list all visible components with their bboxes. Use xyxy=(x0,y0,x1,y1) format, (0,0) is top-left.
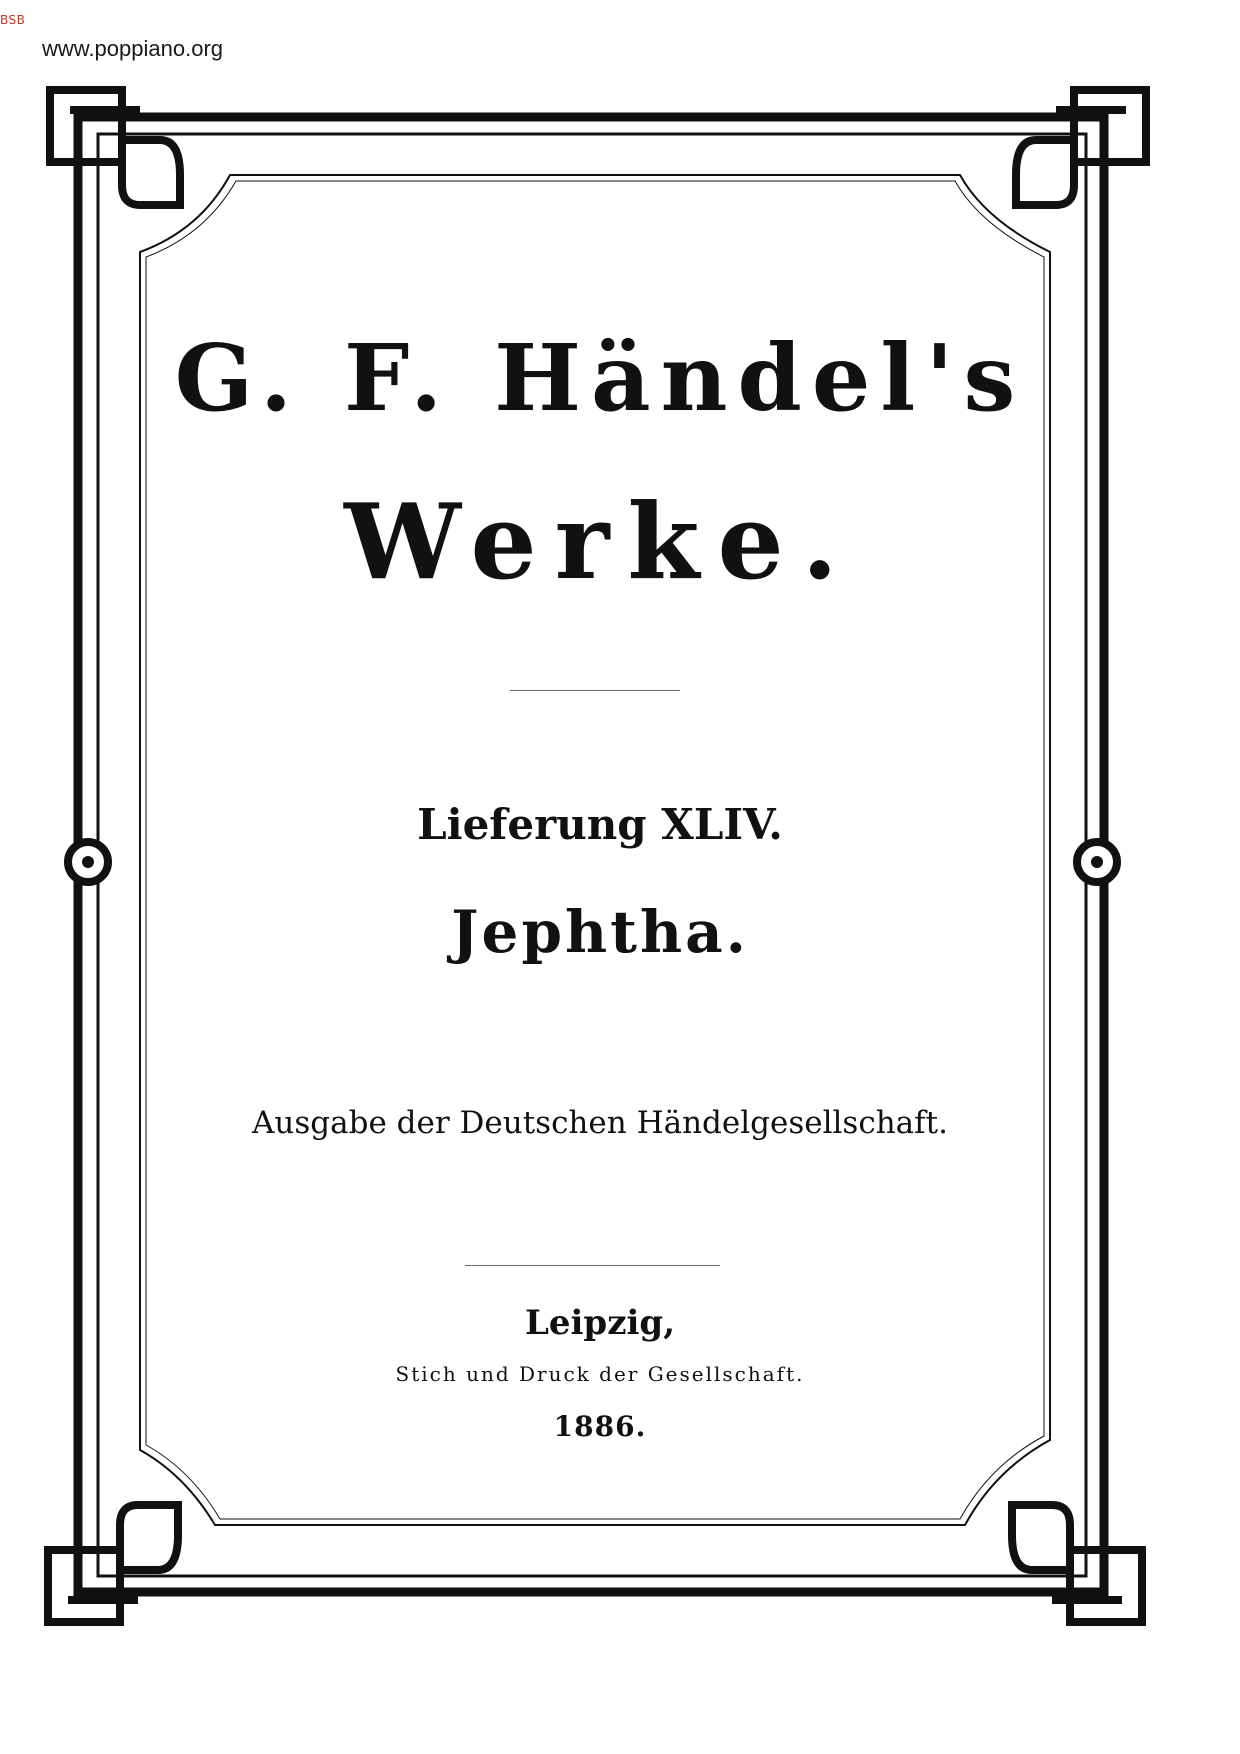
divider-bottom xyxy=(465,1265,720,1266)
corner-knot-bottom-right xyxy=(1012,1505,1142,1622)
works-title: Werke. xyxy=(344,480,856,603)
work-title: Jephtha. xyxy=(451,898,749,966)
edition-line: Ausgabe der Deutschen Händelgesellschaft. xyxy=(252,1105,948,1141)
corner-knot-top-right xyxy=(1016,90,1146,205)
side-medallion-right xyxy=(1077,842,1117,882)
divider-top xyxy=(510,690,680,691)
publication-year: 1886. xyxy=(553,1410,647,1443)
printer-line: Stich und Druck der Gesellschaft. xyxy=(395,1362,805,1386)
site-url[interactable]: www.poppiano.org xyxy=(42,36,224,61)
bsb-watermark: BSB xyxy=(0,13,26,27)
side-medallion-left xyxy=(68,842,108,882)
corner-knot-bottom-left xyxy=(48,1505,178,1622)
corner-knot-top-left xyxy=(50,90,180,205)
delivery-number: Lieferung XLIV. xyxy=(417,800,783,849)
composer-title: G. F. Händel's xyxy=(174,324,1026,432)
publication-place: Leipzig, xyxy=(524,1303,676,1343)
